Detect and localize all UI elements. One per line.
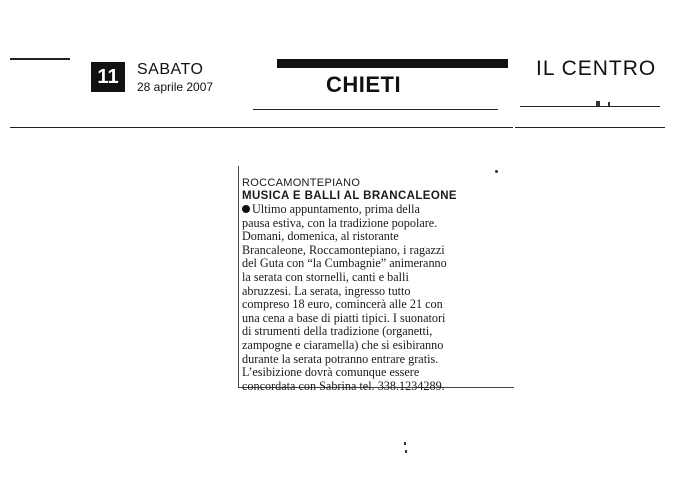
article-border bbox=[238, 166, 239, 388]
header-rule-center bbox=[253, 109, 498, 110]
scan-mark bbox=[495, 170, 498, 173]
body-line: zampogne e ciaramella) che si esibiranno bbox=[242, 337, 444, 352]
header-rule-center-2 bbox=[228, 127, 513, 128]
body-line: di strumenti della tradizione (organetti, bbox=[242, 324, 433, 339]
header-rule-left bbox=[10, 127, 236, 128]
article bbox=[242, 176, 510, 393]
scan-mark bbox=[404, 442, 406, 445]
body-line: una cena a base di piatti tipici. I suonatori bbox=[242, 310, 446, 325]
body-line: Domani, domenica, al ristorante bbox=[242, 229, 399, 244]
article-kicker: ROCCAMONTEPIANO bbox=[242, 177, 361, 189]
body-line: Ultimo appuntamento, prima della bbox=[242, 203, 510, 217]
body-line: durante la serata potranno entrare gratis. bbox=[242, 351, 439, 366]
header-rule-right-top bbox=[520, 106, 660, 107]
body-line: Brancaleone, Roccamontepiano, i ragazzi bbox=[242, 242, 445, 257]
header-rule-top bbox=[10, 58, 70, 60]
date-label: 28 aprile 2007 bbox=[137, 80, 214, 94]
day-label: SABATO bbox=[137, 61, 204, 78]
body-line: del Guta con “la Cumbagnie” animeranno bbox=[242, 256, 447, 271]
section-title: CHIETI bbox=[326, 72, 402, 97]
bullet-icon bbox=[242, 205, 250, 213]
article-body bbox=[242, 203, 510, 393]
body-line: abruzzesi. La serata, ingresso tutto bbox=[242, 283, 411, 298]
body-line: concordata con Sabrina tel. 338.1234289. bbox=[242, 378, 445, 393]
scan-mark bbox=[608, 102, 610, 106]
article-headline: MUSICA E BALLI AL BRANCALEONE bbox=[242, 190, 457, 202]
newspaper-name: IL CENTRO bbox=[536, 57, 657, 80]
body-line: L’esibizione dovrà comunque essere bbox=[242, 365, 420, 380]
body-line: compreso 18 euro, comincerà alle 21 con bbox=[242, 297, 443, 312]
header-rule-right bbox=[515, 127, 665, 128]
scan-mark bbox=[405, 450, 407, 453]
scan-mark bbox=[596, 101, 600, 106]
page-number: 11 bbox=[91, 62, 125, 92]
section-bar bbox=[277, 59, 508, 68]
body-line: pausa estiva, con la tradizione popolare. bbox=[242, 215, 438, 230]
body-line: la serata con stornelli, canti e balli bbox=[242, 269, 409, 284]
